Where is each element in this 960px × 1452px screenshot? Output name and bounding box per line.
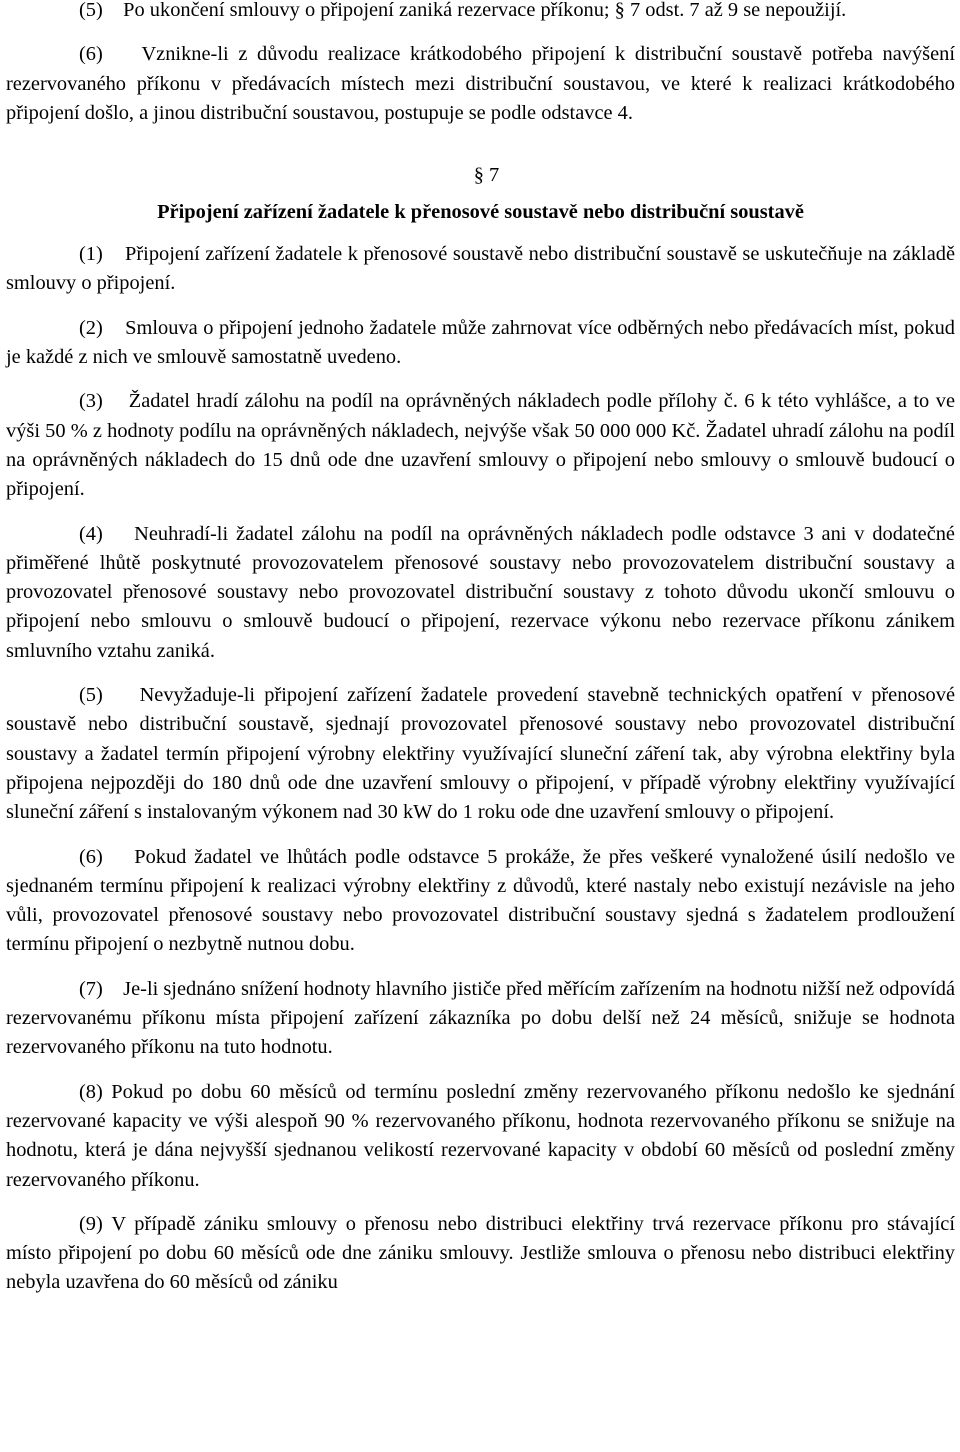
section-number: § 7 bbox=[473, 164, 500, 187]
paragraph-8: (8) Pokud po dobu 60 měsíců od termínu poslední změny rezervovaného příkonu nedošlo ke sjednání rezervované kapacity ve výši alespoň 90 % rezervovaného příkonu, hodnota rezervovaného příkonu se snižuje na hodnotu, která je dána nejvyšší sjednanou velikostí rezervované kapacity v období 60 měsíců od poslední změny rezervovaného příkonu. bbox=[6, 1080, 955, 1191]
paragraph-9: (9) V případě zániku smlouvy o přenosu nebo distribuci elektřiny trvá rezervace příkonu pro stávající místo připojení po dobu 60 měsíců ode dne zániku smlouvy. Jestliže smlouva o přenosu nebo distribuci elektřiny nebyla uzavřena do 60 měsíců od zániku bbox=[6, 1212, 955, 1294]
paragraph-7: (7) Je-li sjednáno snížení hodnoty hlavního jističe před měřícím zařízením na hodnotu nižší než odpovídá rezervovanému příkonu místa připojení zařízení zákazníka po dobu delší než 24 měsíců, snižuje se hodnota rezervovaného příkonu na tuto hodnotu. bbox=[6, 977, 956, 1059]
paragraph-4: (4) Neuhradí-li žadatel zálohu na podíl na oprávněných nákladech podle odstavce 3 ani v dodatečné přiměřené lhůtě poskytnuté provozovatelem přenosové soustavy nebo provozovatelem distribuční soustavy a provozovatel přenosové soustavy nebo provozovatel distribuční soustavy z tohoto důvodu ukončí smlouvu o připojení nebo smlouvu o smlouvě budoucí o připojení, rezervace výkonu nebo rezervace příkonu zánikem smluvního vztahu zaniká. bbox=[6, 522, 955, 662]
document-page bbox=[6, 0, 955, 1298]
section-title: Připojení zařízení žadatele k přenosové soustavě nebo distribuční soustavě bbox=[157, 201, 804, 224]
paragraph-5: (5) Nevyžaduje-li připojení zařízení žadatele provedení stavebně technických opatření v přenosové soustavě nebo distribuční soustavě, sjednají provozovatel přenosové soustavy nebo provozovatel distribuční soustavy a žadatel termín připojení výrobny elektřiny využívající sluneční záření tak, aby výrobna elektřiny byla připojena nejpozději do 180 dnů ode dne uzavření smlouvy o připojení, v případě výrobny elektřiny využívající sluneční záření s instalovaným výkonem nad 30 kW do 1 roku ode dne uzavření smlouvy o připojení. bbox=[6, 684, 955, 824]
paragraph-2: (2) Smlouva o připojení jednoho žadatele může zahrnovat více odběrných nebo předávacích míst, pokud je každé z nich ve smlouvě samostatně uvedeno. bbox=[6, 316, 955, 369]
paragraph-1: (1) Připojení zařízení žadatele k přenosové soustavě nebo distribuční soustavě se uskutečňuje na základě smlouvy o připojení. bbox=[6, 243, 955, 295]
paragraph-prev-5: (5) Po ukončení smlouvy o připojení zaniká rezervace příkonu; § 7 odst. 7 až 9 se nepoužijí. bbox=[79, 0, 847, 21]
paragraph-3: (3) Žadatel hradí zálohu na podíl na oprávněných nákladech podle přílohy č. 6 k této vyhlášce, a to ve výši 50 % z hodnoty podílu na oprávněných nákladech, nejvýše však 50 000 000 Kč. Žadatel uhradí zálohu na podíl na oprávněných nákladech do 15 dnů ode dne uzavření smlouvy o připojení nebo smlouvy o smlouvě budoucí o připojení. bbox=[6, 390, 955, 501]
paragraph-prev-6: (6) Vznikne-li z důvodu realizace krátkodobého připojení k distribuční soustavě potřeba navýšení rezervovaného příkonu v předávacích místech mezi distribuční soustavou, ve které k realizaci krátkodobého připojení došlo, a jinou distribuční soustavou, postupuje se podle odstavce 4. bbox=[6, 43, 955, 124]
paragraph-6: (6) Pokud žadatel ve lhůtách podle odstavce 5 prokáže, že přes veškeré vynaložené úsilí nedošlo ve sjednaném termínu připojení k realizaci výrobny elektřiny z důvodů, které nastaly nebo existují nezávisle na jeho vůli, provozovatel přenosové soustavy nebo provozovatel distribuční soustavy sjedná s žadatelem prodloužení termínu připojení o nezbytně nutnou dobu. bbox=[6, 845, 955, 956]
